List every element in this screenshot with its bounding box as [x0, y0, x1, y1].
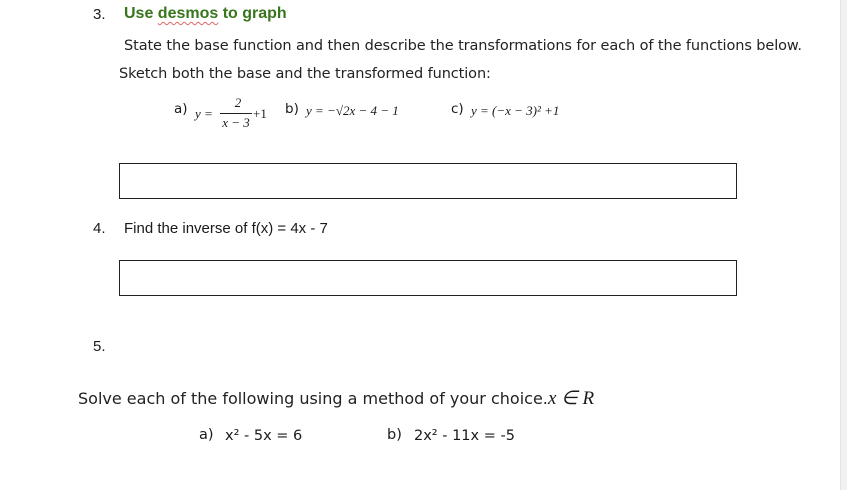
question-3-number: 3. — [93, 6, 106, 23]
q3-part-a-lhs: y = — [195, 106, 213, 121]
q5-part-b-label: b) — [387, 427, 402, 443]
q3-instruction-line-2: Sketch both the base and the transformed function: — [119, 66, 491, 82]
question-3-title — [124, 5, 287, 23]
q3-part-a-tail: +1 — [253, 106, 267, 121]
q3-instruction-line-1: State the base function and then describe the transformations for each of the functions below. — [124, 38, 802, 54]
q5-part-a-equation: x² - 5x = 6 — [225, 428, 303, 444]
q3-part-c-label: c) — [451, 101, 464, 117]
q3-part-b-label: b) — [285, 101, 299, 117]
q3-part-a-numerator: 2 — [234, 95, 242, 110]
q3-title-desmos: desmos — [157, 5, 219, 22]
q3-title-prefix: Use — [124, 5, 158, 22]
q3-part-b-expression: y = −√2x − 4 − 1 — [306, 103, 399, 118]
q4-answer-box[interactable] — [119, 260, 737, 296]
question-5-number: 5. — [93, 338, 106, 355]
q3-part-a-fraction-bar — [220, 113, 252, 114]
q3-answer-box[interactable] — [119, 163, 737, 199]
q3-part-a-label: a) — [174, 101, 188, 117]
question-4-text: Find the inverse of f(x) = 4x - 7 — [124, 220, 328, 237]
q5-part-a-label: a) — [199, 427, 214, 443]
question-4-number: 4. — [93, 220, 106, 237]
page-edge-scrollbar[interactable] — [840, 0, 847, 490]
q5-intro: Solve each of the following using a method of your choice. — [78, 389, 548, 408]
q3-part-c-expression: y = (−x − 3)² +1 — [471, 103, 560, 118]
q5-domain: x ∈ R — [548, 388, 595, 409]
q3-title-suffix: to graph — [218, 5, 287, 22]
q3-part-a-denominator: x − 3 — [222, 115, 250, 130]
q5-part-b-equation: 2x² - 11x = -5 — [414, 428, 515, 444]
